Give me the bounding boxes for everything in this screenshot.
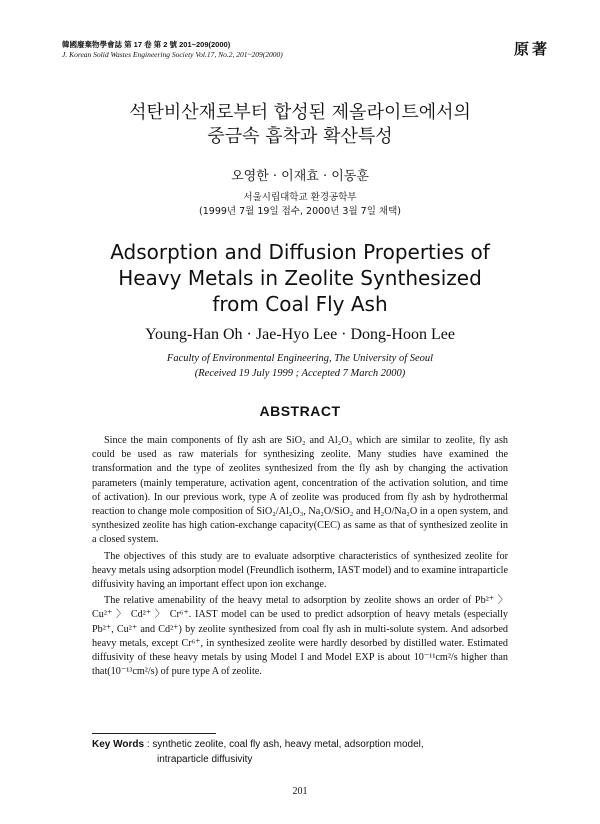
english-title bbox=[0, 239, 600, 317]
korean-title-line-1: 석탄비산재로부터 합성된 제올라이트에서의 bbox=[129, 102, 471, 123]
keywords-list-line-2: intraparticle diffusivity bbox=[157, 754, 253, 765]
korean-affiliation: 서울시립대학교 환경공학부 bbox=[243, 192, 357, 203]
english-authors: Young-Han Oh · Jae-Hyo Lee · Dong-Hoon Lee bbox=[145, 326, 455, 343]
korean-title bbox=[0, 101, 600, 149]
journal-english-citation: J. Korean Solid Wastes Engineering Society Vol.17, No.2, 201~209(2000) bbox=[62, 50, 283, 59]
english-received-dates: (Received 19 July 1999 ; Accepted 7 March 2000) bbox=[194, 368, 406, 379]
keywords-label: Key Words bbox=[92, 739, 145, 750]
english-title-line-2: Heavy Metals in Zeolite Synthesized bbox=[118, 266, 482, 290]
footnote-divider bbox=[92, 733, 216, 734]
abstract-paragraph-3: The relative amenability of the heavy metal to adsorption by zeolite shows an order of Pb²⁺ 〉 Cu²⁺ 〉 Cd²⁺ 〉 Cr⁶⁺. IAST model can be used to predict adsorption of heavy metals (especially Pb²⁺, Cu²⁺ and Cd²⁺) by zeolite synthesized from coal fly ash in multi-solute system. And adsorbed heavy metals, except Cr⁶⁺, in synthesized zeolite were hardly desorbed by distilled water. Estimated diffusivity of these heavy metals by using Model I and Model EXP is about 10⁻¹¹cm²/s higher than that(10⁻¹³cm²/s) of pure type A of zeolite. bbox=[92, 595, 508, 678]
journal-header bbox=[62, 40, 552, 60]
journal-korean-citation: 韓國廢棄物學會誌 第 17 卷 第 2 號 201~209(2000) bbox=[62, 40, 231, 49]
keywords-list-line-1: synthetic zeolite, coal fly ash, heavy metal, adsorption model, bbox=[152, 739, 424, 750]
english-title-line-3: from Coal Fly Ash bbox=[212, 292, 388, 316]
english-affiliation-block bbox=[0, 351, 600, 381]
english-affiliation: Faculty of Environmental Engineering, The University of Seoul bbox=[166, 353, 434, 364]
abstract-body bbox=[92, 434, 508, 681]
keywords-block bbox=[92, 737, 508, 767]
korean-affiliation-block bbox=[0, 191, 600, 219]
page-number: 201 bbox=[292, 786, 308, 797]
abstract-heading: ABSTRACT bbox=[259, 403, 341, 419]
keywords-first-line bbox=[92, 737, 508, 752]
abstract-paragraph-1: Since the main components of fly ash are SiO₂ and Al₂O₃ which are similar to zeolite, fly ash could be used as raw materials for synthesizing zeolite. Many studies have examined the transformation and the type of zeolites synthesized from the fly ash by changing the activation parameters (mainly temperature, activation agent, concentration of the activation solution, and time of activation). In our previous work, type A of zeolite was produced from fly ash by hydrothermal reaction to change mole composition of SiO₂/Al₂O₃, Na₂O/SiO₂ and H₂O/Na₂O in a open system, and synthesized zeolite has high cation-exchange capacity(CEC) as same as that of synthesized zeolite in a closed system. bbox=[92, 435, 508, 546]
english-title-line-1: Adsorption and Diffusion Properties of bbox=[110, 240, 490, 264]
keywords-separator: : bbox=[144, 739, 153, 750]
korean-received-dates: (1999년 7월 19일 접수, 2000년 3월 7일 채택) bbox=[199, 206, 401, 217]
article-type-label: 原著 bbox=[513, 40, 550, 58]
korean-title-line-2: 중금속 흡착과 확산특성 bbox=[207, 126, 393, 147]
abstract-paragraph-2: The objectives of this study are to evaluate adsorptive characteristics of synthesized zeolite for heavy metals using adsorption model (Freundlich isotherm, IAST model) and to examine intraparticle diffusivity having an important effect upon ion exchange. bbox=[92, 550, 508, 591]
korean-authors: 오영한 · 이재효 · 이동훈 bbox=[231, 169, 369, 184]
